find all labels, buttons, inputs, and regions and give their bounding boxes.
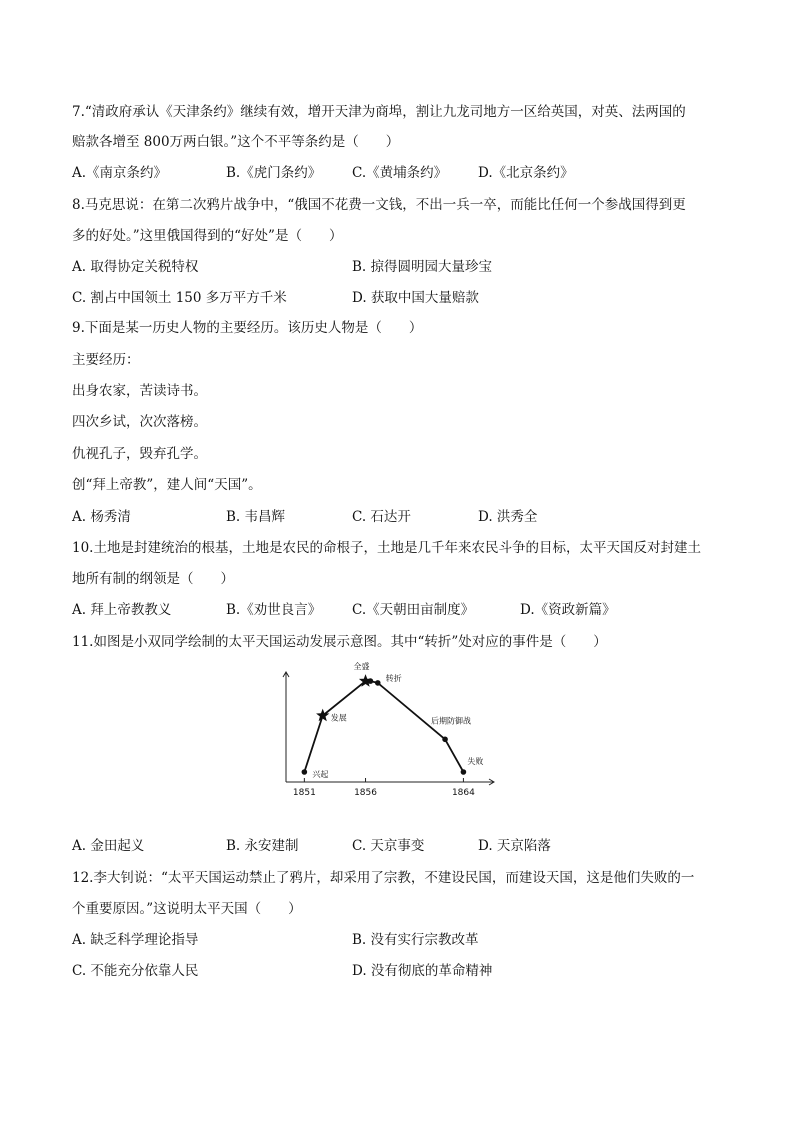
q9-detail-title: 主要经历： [72, 352, 140, 368]
q7-option-c[interactable]: C.《黄埔条约》 [352, 165, 448, 181]
x-tick-label: 1851 [292, 788, 316, 798]
point-marker [442, 736, 448, 742]
q11-option-c[interactable]: C. 天京事变 [352, 838, 425, 854]
point-label: 转折 [385, 673, 402, 683]
point-label: 后期防御战 [431, 716, 472, 726]
q10-stem-line-1: 10.土地是封建统治的根基，土地是农民的命根子，土地是几千年来农民斗争的目标，太平天国反对封建土 [72, 540, 701, 556]
q10-option-d[interactable]: D.《资政新篇》 [520, 602, 616, 618]
q8-option-c[interactable]: C. 割占中国领土 150 多万平方千米 [72, 290, 287, 306]
q9-option-d[interactable]: D. 洪秀全 [478, 509, 538, 525]
q12-stem-line-1: 12.李大钊说：“太平天国运动禁止了鸦片，却采用了宗教，不建设民国，而建设天国，这是他们失败的一 [72, 870, 695, 886]
q12-option-d[interactable]: D. 没有彻底的革命精神 [352, 963, 493, 979]
q12-stem-line-2: 个重要原因。”这说明太平天国（ ） [72, 901, 302, 917]
q11-option-a[interactable]: A. 金田起义 [72, 838, 145, 854]
chart-ticks [293, 778, 475, 798]
point-label: 兴起 [312, 770, 329, 779]
point-marker [368, 678, 374, 684]
q10-stem-line-2: 地所有制的纲领是（ ） [72, 571, 234, 587]
point-label: 全盛 [353, 662, 370, 672]
q7-option-a[interactable]: A.《南京条约》 [72, 165, 168, 181]
point-label: 失败 [467, 757, 484, 766]
q8-stem-line-1: 8.马克思说：在第二次鸦片战争中，“俄国不花费一文钱，不出一兵一卒，而能比任何一个参战国得到更 [72, 197, 686, 213]
q7-option-b[interactable]: B.《虎门条约》 [226, 165, 322, 181]
q9-detail-4: 创“拜上帝教”，建人间“天国”。 [72, 477, 262, 493]
series-line [304, 681, 463, 772]
q9-detail-2: 四次乡试，次次落榜。 [72, 414, 207, 430]
q8-option-a[interactable]: A. 取得协定关税特权 [72, 259, 199, 275]
q9-detail-3: 仇视孔子，毁弃孔学。 [72, 446, 207, 462]
chart-axes [283, 672, 494, 785]
q11-stem: 11.如图是小双同学绘制的太平天国运动发展示意图。其中“转折”处对应的事件是（ ） [72, 634, 607, 650]
q8-stem-line-2: 多的好处。”这里俄国得到的“好处”是（ ） [72, 228, 343, 244]
q9-option-c[interactable]: C. 石达开 [352, 509, 411, 525]
q7-stem-line-2: 赔款各增至 800万两白银。”这个不平等条约是（ ） [72, 134, 400, 150]
point-marker [461, 769, 467, 775]
q9-option-a[interactable]: A. 杨秀清 [72, 509, 131, 525]
q12-option-b[interactable]: B. 没有实行宗教改革 [352, 932, 479, 948]
x-tick-label: 1864 [451, 788, 475, 798]
q9-option-b[interactable]: B. 韦昌辉 [226, 509, 286, 525]
q9-detail-1: 出身农家，苦读诗书。 [72, 383, 207, 399]
q9-stem: 9.下面是某一历史人物的主要经历。该历史人物是（ ） [72, 320, 423, 336]
point-marker [302, 769, 308, 775]
point-label: 发展 [330, 713, 347, 723]
q12-option-a[interactable]: A. 缺乏科学理论指导 [72, 932, 199, 948]
x-tick-label: 1856 [354, 788, 377, 798]
q10-option-a[interactable]: A. 拜上帝教教义 [72, 602, 172, 618]
q10-option-c[interactable]: C.《天朝田亩制度》 [352, 602, 475, 618]
q10-option-b[interactable]: B.《劝世良言》 [226, 602, 322, 618]
star-marker [316, 709, 329, 722]
q12-option-c[interactable]: C. 不能充分依靠人民 [72, 963, 199, 979]
q8-option-d[interactable]: D. 获取中国大量赔款 [352, 290, 479, 306]
taiping-movement-chart [270, 662, 500, 802]
q8-option-b[interactable]: B. 掠得圆明园大量珍宝 [352, 259, 493, 275]
point-marker [375, 680, 381, 686]
q11-option-b[interactable]: B. 永安建制 [226, 838, 299, 854]
q11-option-d[interactable]: D. 天京陷落 [478, 838, 551, 854]
q7-stem-line-1: 7.“清政府承认《天津条约》继续有效，增开天津为商埠，割让九龙司地方一区给英国，对英、法两国的 [72, 104, 686, 120]
q7-option-d[interactable]: D.《北京条约》 [478, 165, 574, 181]
